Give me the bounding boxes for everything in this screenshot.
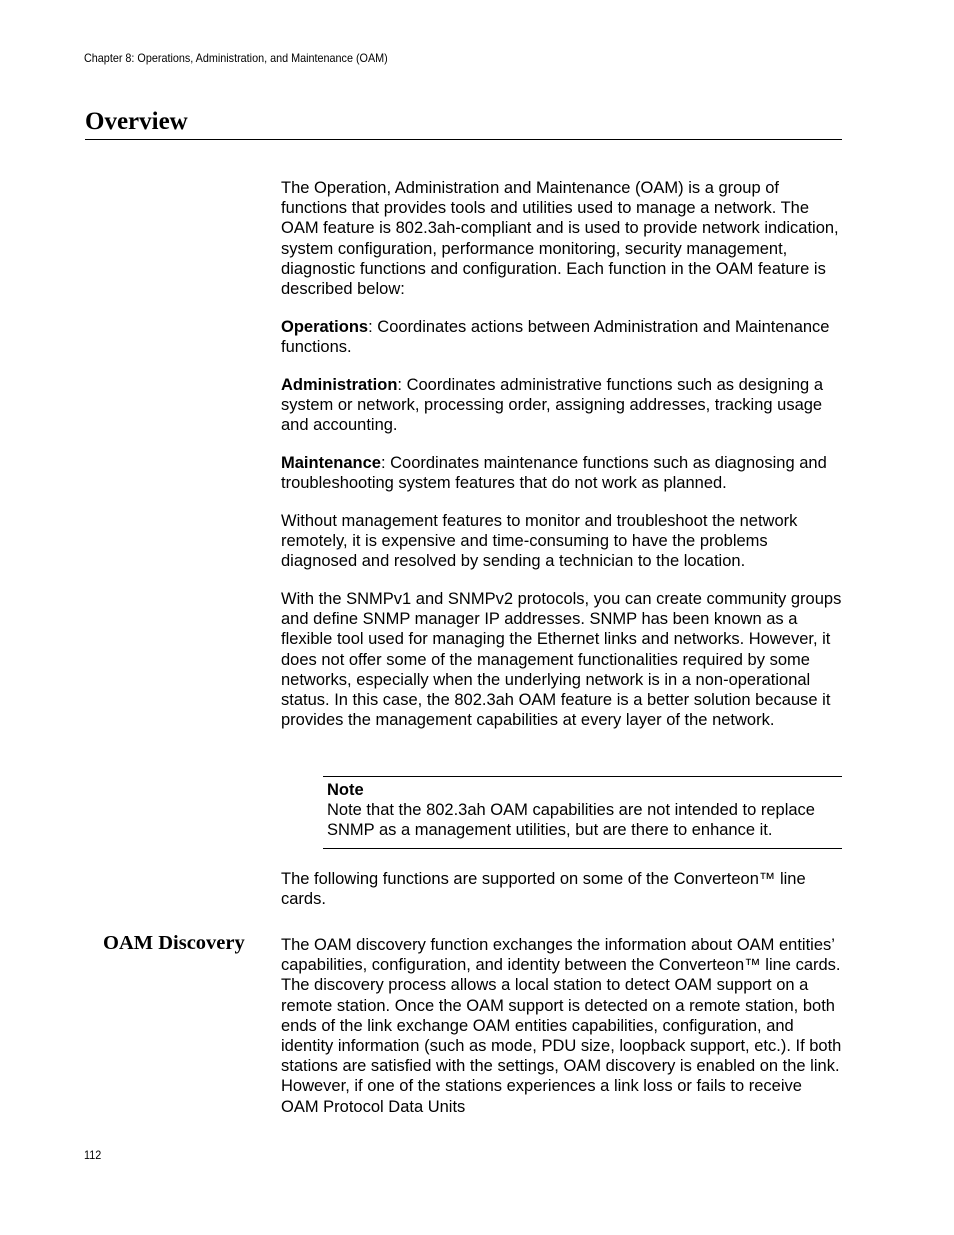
section-title: Overview <box>85 108 188 135</box>
operations-paragraph <box>281 317 844 357</box>
following-paragraph <box>281 869 844 909</box>
maintenance-definition <box>281 453 844 493</box>
intro-text: The Operation, Administration and Maintenance (OAM) is a group of functions that provides tools and utilities used to manage a network. The OAM feature is 802.3ah-compliant and is used to provide network indication, system configuration, performance monitoring, security management, diagnostic functions and configuration. Each function in the OAM feature is described below: <box>281 179 839 299</box>
snmp-text: With the SNMPv1 and SNMPv2 protocols, you can create community groups and define SNMP manager IP addresses. SNMP has been known as a flexible tool used for managing the Ethernet links and networks. However, it does not offer some of the management functionalities required by some networks, especially when the underlying network is in a non-operational status. In this case, the 802.3ah OAM feature is a better solution because it provides the management capabilities at every layer of the network. <box>281 590 842 730</box>
subsection-title: OAM Discovery <box>103 932 245 954</box>
note-text: Note that the 802.3ah OAM capabilities are not intended to replace SNMP as a management utilities, but are there to enhance it. <box>327 801 815 840</box>
administration-definition <box>281 375 844 436</box>
maintenance-paragraph <box>281 453 844 493</box>
administration-paragraph <box>281 375 844 436</box>
snmp-paragraph <box>281 589 844 730</box>
operations-definition <box>281 317 844 357</box>
operations-term: Operations <box>281 318 369 336</box>
title-rule <box>85 139 842 140</box>
running-header: Chapter 8: Operations, Administration, and Maintenance (OAM) <box>84 51 388 65</box>
remote-text: Without management features to monitor and troubleshoot the network remotely, it is expensive and time-consuming to have the problems diagnosed and resolved by sending a technician to the location. <box>281 512 798 571</box>
oam-discovery-text: The OAM discovery function exchanges the information about OAM entities’ capabilities, configuration, and identity between the Converteon™ line cards. The discovery process allows a local station to detect OAM support on a remote station. Once the OAM support is detected on a remote station, both ends of the link exchange OAM entities capabilities, configuration, and identity information (such as mode, PDU size, loopback support, etc.). If both stations are satisfied with the settings, OAM discovery is enabled on the link. However, if one of the stations experiences a link loss or fails to receive OAM Protocol Data Units <box>281 936 842 1116</box>
note-box <box>323 776 842 849</box>
maintenance-text: : Coordinates maintenance functions such as diagnosing and troubleshooting system features that do not work as planned. <box>281 454 827 493</box>
maintenance-term: Maintenance <box>281 454 381 472</box>
operations-text: : Coordinates actions between Administration and Maintenance functions. <box>281 318 830 357</box>
page-number: 112 <box>84 1148 102 1162</box>
note-title: Note <box>327 781 364 799</box>
following-text: The following functions are supported on some of the Converteon™ line cards. <box>281 870 806 909</box>
remote-paragraph <box>281 511 844 572</box>
administration-term: Administration <box>281 376 398 394</box>
administration-text: : Coordinates administrative functions such as designing a system or network, processing order, assigning addresses, tracking usage and accounting. <box>281 376 823 435</box>
intro-paragraph <box>281 178 844 299</box>
oam-discovery-paragraph <box>281 935 844 1117</box>
